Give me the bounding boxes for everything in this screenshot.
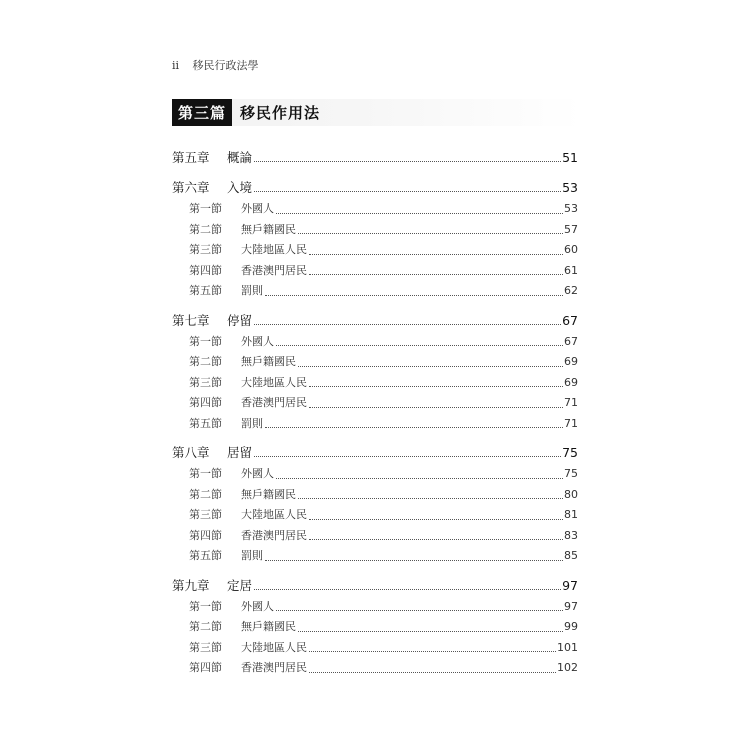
chapter-entry-title: 停留 bbox=[227, 312, 253, 328]
section-entry-page-number: 71 bbox=[564, 396, 578, 409]
section-entry-title: 無戶籍國民 bbox=[241, 620, 296, 633]
dot-leader bbox=[298, 233, 563, 234]
section-entry-title: 罰則 bbox=[241, 284, 263, 297]
section-entry-title: 香港澳門居民 bbox=[241, 661, 307, 674]
chapter-entry-number: 第八章 bbox=[172, 445, 210, 460]
section-entry-page-number: 80 bbox=[564, 487, 578, 501]
chapter-entry-title: 入境 bbox=[227, 180, 253, 195]
running-head bbox=[172, 57, 259, 73]
dot-leader bbox=[276, 213, 563, 214]
section-entry-title: 大陸地區人民 bbox=[241, 243, 307, 256]
chapter-block bbox=[172, 176, 578, 302]
section-entry-page-number: 69 bbox=[564, 355, 578, 368]
section-entry[interactable] bbox=[172, 597, 578, 618]
section-entry-page-number: 97 bbox=[564, 599, 578, 613]
section-entry-title: 大陸地區人民 bbox=[241, 640, 307, 654]
chapter-entry[interactable] bbox=[172, 309, 578, 332]
chapter-entry-number: 第六章 bbox=[172, 180, 210, 195]
section-entry[interactable] bbox=[172, 281, 578, 302]
section-entry[interactable] bbox=[172, 393, 578, 414]
section-entry-title: 香港澳門居民 bbox=[241, 528, 307, 542]
section-entry-number: 第一節 bbox=[189, 334, 222, 348]
chapter-entry-title: 居留 bbox=[227, 445, 253, 460]
chapter-entry[interactable] bbox=[172, 176, 578, 199]
dot-leader bbox=[309, 386, 563, 387]
dot-leader bbox=[309, 407, 563, 408]
chapter-entry[interactable] bbox=[172, 146, 578, 169]
section-entry-title: 無戶籍國民 bbox=[241, 355, 296, 368]
section-entry-title: 大陸地區人民 bbox=[241, 375, 307, 389]
section-entry-page-number: 85 bbox=[564, 549, 578, 562]
table-of-contents bbox=[172, 146, 578, 686]
section-entry-number: 第五節 bbox=[189, 416, 222, 430]
dot-leader bbox=[276, 610, 563, 611]
chapter-entry-title: 概論 bbox=[227, 150, 253, 165]
section-entry-number: 第一節 bbox=[189, 202, 222, 215]
chapter-entry-page-number: 51 bbox=[562, 150, 578, 165]
part-title: 移民作用法 bbox=[240, 104, 321, 122]
chapter-entry-number: 第九章 bbox=[172, 577, 210, 593]
section-entry[interactable] bbox=[172, 220, 578, 241]
section-entry[interactable] bbox=[172, 352, 578, 373]
section-entry-number: 第五節 bbox=[189, 549, 222, 562]
dot-leader bbox=[309, 539, 563, 540]
section-entry-page-number: 57 bbox=[564, 222, 578, 236]
dot-leader bbox=[265, 560, 563, 561]
dot-leader bbox=[298, 366, 563, 367]
section-entry-page-number: 60 bbox=[564, 243, 578, 256]
dot-leader bbox=[309, 519, 563, 520]
chapter-entry[interactable] bbox=[172, 574, 578, 597]
section-entry-number: 第二節 bbox=[189, 222, 222, 236]
section-entry-page-number: 67 bbox=[564, 334, 578, 348]
section-entry-title: 外國人 bbox=[241, 202, 274, 215]
dot-leader bbox=[298, 631, 563, 632]
section-entry-number: 第四節 bbox=[189, 528, 222, 542]
part-heading bbox=[172, 99, 582, 126]
section-entry-title: 罰則 bbox=[241, 549, 263, 562]
chapter-entry-page-number: 75 bbox=[562, 445, 578, 460]
section-entry-number: 第三節 bbox=[189, 508, 222, 521]
dot-leader bbox=[309, 651, 556, 652]
section-entry-number: 第四節 bbox=[189, 661, 222, 674]
dot-leader bbox=[265, 295, 563, 296]
section-entry-page-number: 53 bbox=[564, 202, 578, 215]
dot-leader bbox=[309, 672, 556, 673]
section-entry-title: 大陸地區人民 bbox=[241, 508, 307, 521]
dot-leader bbox=[265, 427, 563, 428]
chapter-block bbox=[172, 309, 578, 435]
section-entry-page-number: 71 bbox=[564, 416, 578, 430]
section-entry[interactable] bbox=[172, 617, 578, 638]
section-entry-number: 第五節 bbox=[189, 284, 222, 297]
section-entry-page-number: 102 bbox=[557, 661, 578, 674]
section-entry-page-number: 62 bbox=[564, 284, 578, 297]
section-entry[interactable] bbox=[172, 658, 578, 679]
section-entry[interactable] bbox=[172, 505, 578, 526]
dot-leader bbox=[254, 161, 561, 162]
section-entry-number: 第二節 bbox=[189, 487, 222, 501]
section-entry[interactable] bbox=[172, 546, 578, 567]
dot-leader bbox=[276, 345, 563, 346]
chapter-block bbox=[172, 574, 578, 679]
section-entry-number: 第一節 bbox=[189, 467, 222, 480]
section-entry-title: 香港澳門居民 bbox=[241, 263, 307, 277]
section-entry[interactable] bbox=[172, 638, 578, 659]
section-entry-page-number: 61 bbox=[564, 263, 578, 277]
section-entry-number: 第四節 bbox=[189, 263, 222, 277]
section-entry-title: 無戶籍國民 bbox=[241, 222, 296, 236]
section-entry-title: 外國人 bbox=[241, 599, 274, 613]
chapter-entry-number: 第七章 bbox=[172, 312, 210, 328]
section-entry-number: 第三節 bbox=[189, 375, 222, 389]
section-entry[interactable] bbox=[172, 464, 578, 485]
chapter-entry-page-number: 53 bbox=[562, 180, 578, 195]
section-entry[interactable] bbox=[172, 332, 578, 353]
section-entry[interactable] bbox=[172, 240, 578, 261]
dot-leader bbox=[254, 456, 561, 457]
dot-leader bbox=[254, 589, 561, 590]
section-entry-page-number: 101 bbox=[557, 640, 578, 654]
chapter-entry-page-number: 97 bbox=[562, 577, 578, 593]
section-entry-page-number: 83 bbox=[564, 528, 578, 542]
chapter-entry-page-number: 67 bbox=[562, 312, 578, 328]
dot-leader bbox=[254, 191, 561, 192]
section-entry-number: 第二節 bbox=[189, 620, 222, 633]
section-entry-number: 第三節 bbox=[189, 640, 222, 654]
section-entry[interactable] bbox=[172, 373, 578, 394]
section-entry-number: 第四節 bbox=[189, 396, 222, 409]
section-entry-title: 罰則 bbox=[241, 416, 263, 430]
section-entry-number: 第三節 bbox=[189, 243, 222, 256]
section-entry[interactable] bbox=[172, 199, 578, 220]
section-entry-page-number: 81 bbox=[564, 508, 578, 521]
section-entry-title: 無戶籍國民 bbox=[241, 487, 296, 501]
running-head-page-number: ii bbox=[172, 59, 180, 72]
dot-leader bbox=[309, 274, 563, 275]
section-entry-page-number: 69 bbox=[564, 375, 578, 389]
running-head-book-title: 移民行政法學 bbox=[192, 59, 259, 72]
section-entry-title: 外國人 bbox=[241, 334, 274, 348]
section-entry-page-number: 99 bbox=[564, 620, 578, 633]
dot-leader bbox=[254, 324, 561, 325]
dot-leader bbox=[298, 498, 563, 499]
chapter-entry-number: 第五章 bbox=[172, 150, 210, 165]
section-entry-page-number: 75 bbox=[564, 467, 578, 480]
dot-leader bbox=[276, 478, 563, 479]
section-entry-number: 第二節 bbox=[189, 355, 222, 368]
chapter-entry-title: 定居 bbox=[227, 577, 253, 593]
chapter-block bbox=[172, 441, 578, 567]
section-entry[interactable] bbox=[172, 526, 578, 547]
section-entry-number: 第一節 bbox=[189, 599, 222, 613]
section-entry-title: 外國人 bbox=[241, 467, 274, 480]
section-entry-title: 香港澳門居民 bbox=[241, 396, 307, 409]
section-entry[interactable] bbox=[172, 414, 578, 435]
section-entry[interactable] bbox=[172, 485, 578, 506]
dot-leader bbox=[309, 254, 563, 255]
part-label: 第三篇 bbox=[172, 99, 232, 126]
chapter-block bbox=[172, 146, 578, 169]
chapter-entry[interactable] bbox=[172, 441, 578, 464]
section-entry[interactable] bbox=[172, 261, 578, 282]
